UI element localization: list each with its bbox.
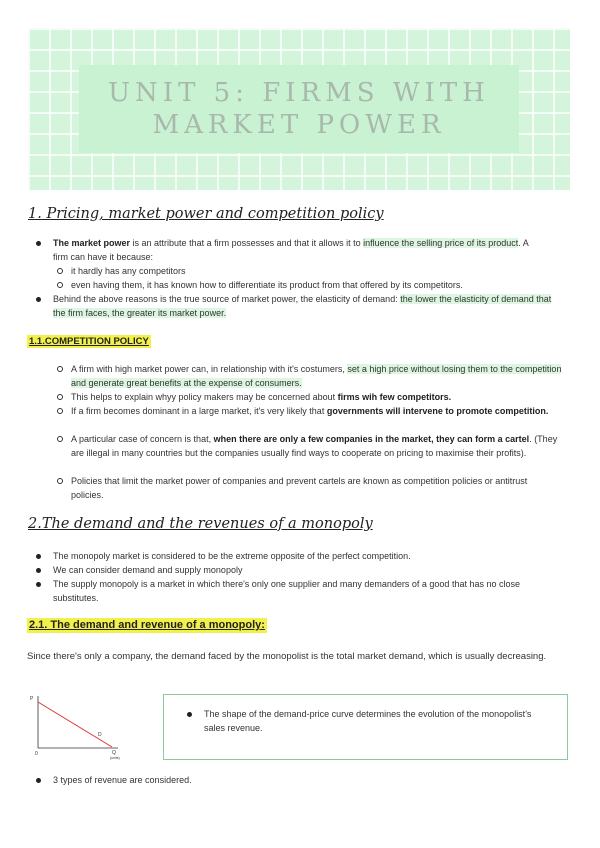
demand-curve [38,702,112,747]
text: Behind the above reasons is the true source of market power, the elasticity of demand: [53,294,401,304]
sub-bullet [57,268,63,274]
text: . (They are illegal in many countries but the companies usually find ways to cooperate on pricing to maximise their profits). [71,434,558,458]
curve-label: D [98,732,102,738]
bold-text: when there are only a few companies in the market, they can form a cartel [213,434,530,444]
sub-bullet [57,394,63,400]
section-2-bullet-3: The supply monopoly is a market in which there's only one supplier and many demanders of a good that has no close substitutes. [53,579,520,603]
text: A particular case of concern is that, [71,434,214,444]
text: If a firm becomes dominant in a large market, it's very likely that [71,406,327,416]
title-line-1: UNIT 5: FIRMS WITH [108,78,490,108]
bullet [36,297,41,302]
section-1-heading: 1. Pricing, market power and competition policy [28,206,384,222]
bullet [36,582,41,587]
bullet [36,568,41,573]
bold-text: firms wih few competitors. [337,392,452,402]
sub-bullet [57,436,63,442]
highlighted-text: set a high price without losing them to the competition and generate great benefits at the expense of consumers. [71,364,562,388]
section-1-bullet-2 [53,292,553,320]
sub-bullet [57,282,63,288]
revenue-types-bullet: 3 types of revenue are considered. [53,775,192,785]
competition-item-3 [71,404,551,418]
demand-shape-note: The shape of the demand-price curve determines the evolution of the monopolist's sales revenue. [204,709,532,733]
section-2-bullet-1: The monopoly market is considered to be the extreme opposite of the perfect competition. [53,551,411,561]
x-axis-caption: (units) [110,756,120,760]
text: is an attribute that a firm possesses and that it allows it to [130,238,364,248]
bold-text: The market power [53,238,131,248]
demand-curve-graph [28,690,124,760]
title-line-2: MARKET POWER [152,110,446,140]
sub-bullet [57,478,63,484]
competition-policy-heading: 1.1.COMPETITION POLICY [29,336,149,347]
demand-shape-note-box [163,694,568,760]
text: . A firm can have it because: [53,238,529,262]
text: This helps to explain whyy policy makers may be concerned about [71,392,338,402]
highlighted-text: the lower the elasticity of demand that the firm faces, the greater its market power. [53,294,552,318]
section-2-heading: 2.The demand and the revenues of a monopoly [28,516,373,532]
title-box [79,65,519,153]
competition-item-4 [71,432,561,460]
section-1-sub-1: it hardly has any competitors [71,266,186,276]
bullet [187,712,192,717]
bullet [36,241,41,246]
y-axis-label: P [30,696,34,702]
competition-item-5: Policies that limit the market power of companies and prevent cartels are known as competition policies or antitrust policies. [71,476,528,500]
demand-revenue-heading: 2.1. The demand and revenue of a monopoly: [29,619,265,631]
x-axis-label: Q [112,750,116,756]
highlighted-text: influence the selling price of its product [363,238,519,248]
competition-item-2 [71,390,566,404]
origin-label: 0 [35,751,38,757]
text: A firm with high market power can, in relationship with it's costumers, [71,364,348,374]
section-1-sub-2: even having them, it has known how to differentiate its product from that offered by its competitors. [71,280,463,290]
bold-text: governments will intervene to promote competition. [326,406,549,416]
competition-item-1 [71,362,566,390]
sub-bullet [57,366,63,372]
bullet [36,778,41,783]
demand-paragraph: Since there's only a company, the demand faced by the monopolist is the total market demand, which is usually decreasing. [27,651,547,662]
bullet [36,554,41,559]
title-banner [28,28,570,190]
sub-bullet [57,408,63,414]
section-1-bullet-1 [53,236,545,264]
section-2-bullet-2: We can consider demand and supply monopoly [53,565,243,575]
